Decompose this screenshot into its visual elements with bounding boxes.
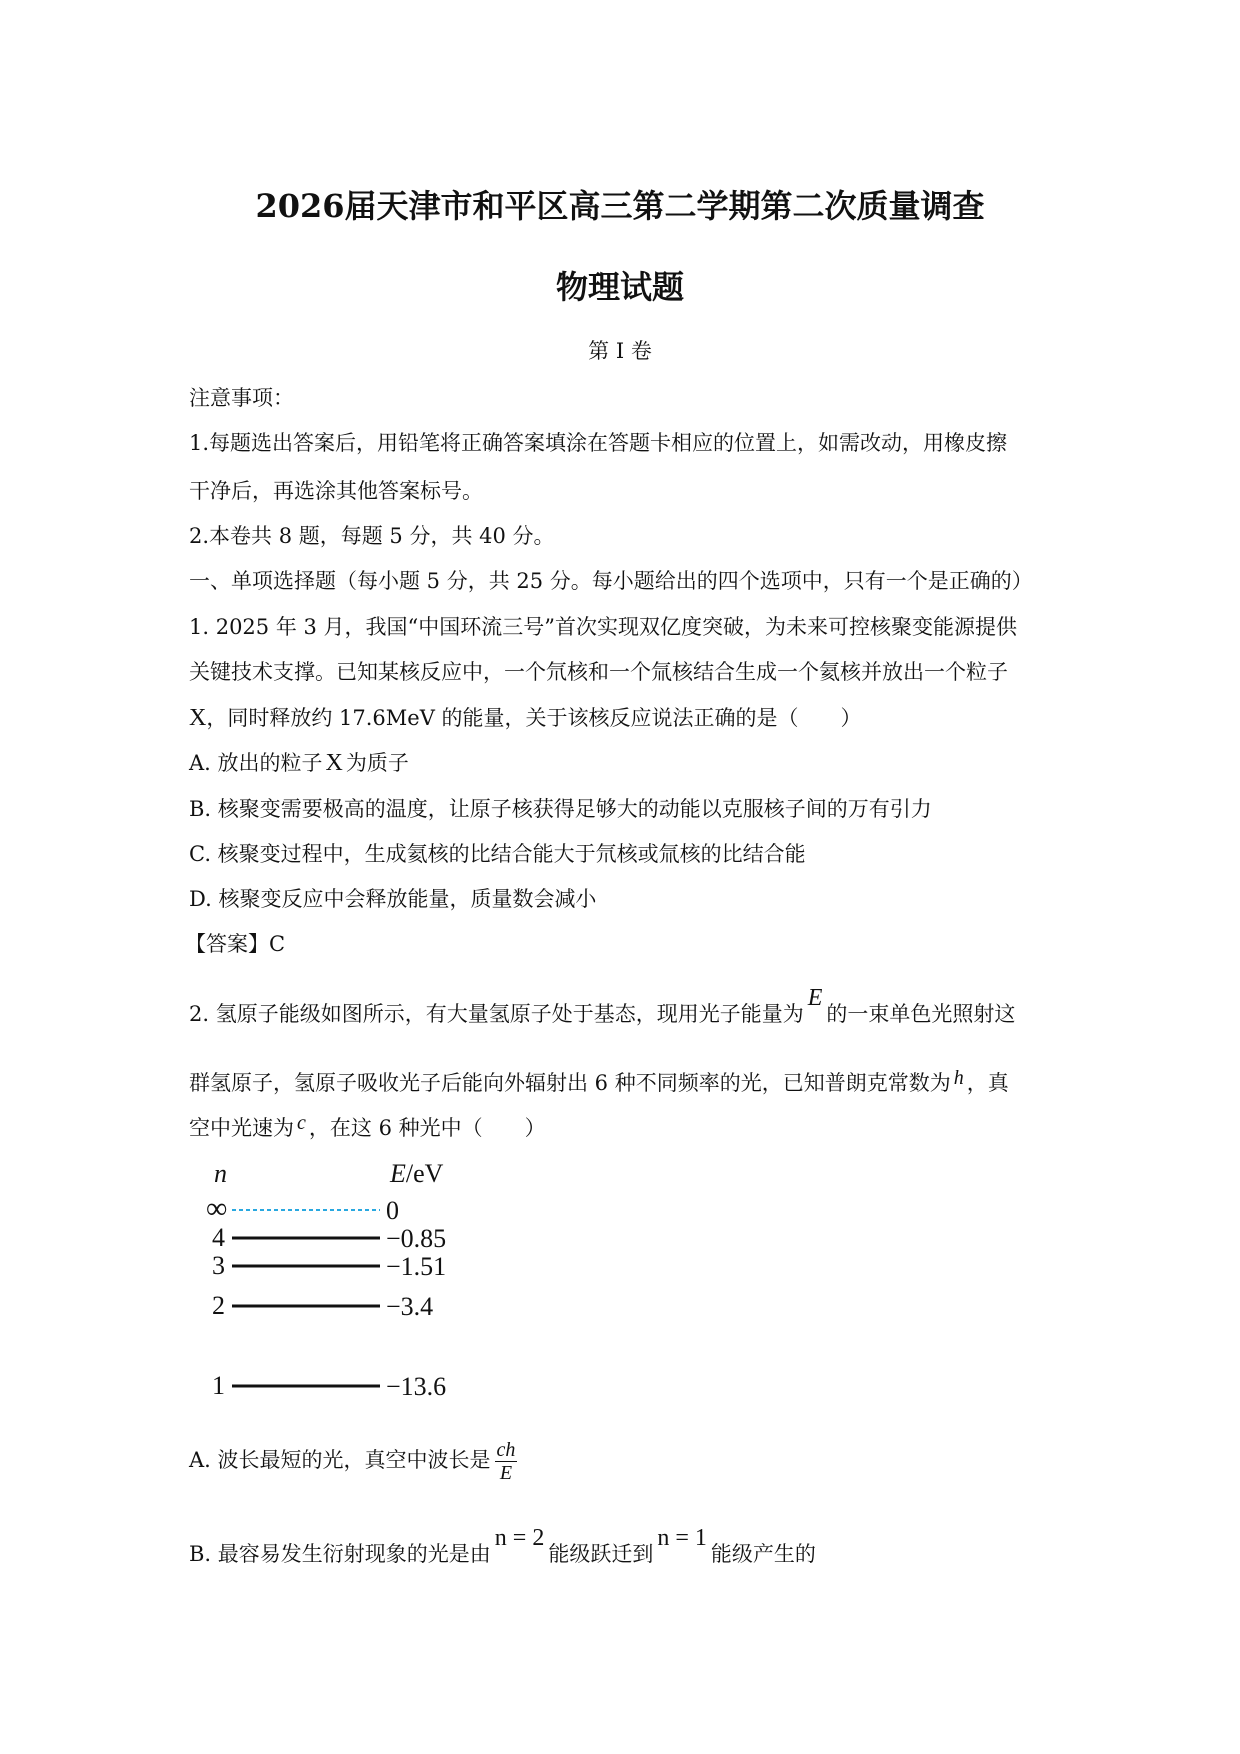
q1-line3 [189,704,862,732]
fraction-numerator: ch [496,1439,516,1461]
q2-line2-post: ，真 [966,1071,1009,1095]
level-energy-label: −3.4 [386,1292,434,1321]
q1-line3-text: ，同时释放约 17.6MeV 的能量，关于该核反应说法正确的是（ ） [206,706,862,730]
notes-heading: 注意事项： [189,386,294,410]
level-n-label: ∞ [206,1192,228,1225]
notes-item1-line2: 干净后，再选涂其他答案标号。 [189,479,483,503]
level-energy-label: 0 [386,1196,399,1225]
level-n-label: 3 [212,1251,225,1280]
level-energy-label: −0.85 [386,1224,447,1253]
q2-math-n1: n = 1 [657,1525,707,1551]
q1-line1: 1. 2025 年 3 月，我国“中国环流三号”首次实现双亿度突破，为未来可控核聚变能源提供 [189,615,1018,639]
q2-option-b-post: 能级产生的 [710,1542,816,1566]
q1-option-d: D. 核聚变反应中会释放能量，质量数会减小 [189,887,597,911]
notes-item1-line1: 1.每题选出答案后，用铅笔将正确答案填涂在答题卡相应的位置上，如需改动，用橡皮擦 [189,431,1008,455]
q1-answer: 【答案】C [185,932,286,956]
q2-var-c: c [297,1112,306,1134]
q2-option-b [189,1525,816,1568]
section1-heading: 一、单项选择题（每小题 5 分，共 25 分。每小题给出的四个选项中，只有一个是正确的） [189,569,1033,593]
q2-line3-post: ，在这 6 种光中（ ） [308,1116,546,1140]
level-n-label: 4 [212,1223,225,1252]
q2-line1 [189,985,1016,1028]
diagram-e-unit: /eV [405,1160,444,1188]
q1-option-c: C. 核聚变过程中，生成氦核的比结合能大于氘核或氚核的比结合能 [189,842,806,866]
q1-option-b: B. 核聚变需要极高的温度，让原子核获得足够大的动能以克服核子间的万有引力 [189,797,932,821]
q2-line2-pre: 群氢原子，氢原子吸收光子后能向外辐射出 6 种不同频率的光，已知普朗克常数为 [189,1071,951,1095]
q2-math-n2: n = 2 [494,1525,545,1551]
q2-var-e: E [807,985,823,1011]
q1-option-a-pre: A. 放出的粒子 [189,751,323,775]
q2-option-a-pre: A. 波长最短的光，真空中波长是 [189,1448,491,1472]
q2-line3-pre: 空中光速为 [189,1116,294,1140]
level-n-label: 1 [212,1371,225,1400]
q2-option-a [189,1439,517,1484]
q1-option-a-var: X [325,750,343,776]
part-label: 第 I 卷 [588,339,652,363]
page-subtitle: 物理试题 [555,268,684,306]
energy-levels [206,1192,446,1401]
q2-var-h: h [953,1067,964,1089]
q1-option-a [189,749,409,777]
diagram-e-label [389,1160,444,1188]
diagram-e-symbol: E [390,1160,406,1188]
energy-level-diagram [200,1160,500,1420]
fraction-ch-over-e [495,1439,518,1484]
level-energy-label: −1.51 [386,1252,447,1281]
q2-line3 [189,1114,546,1143]
fraction-denominator: E [499,1462,513,1484]
level-energy-label: −13.6 [386,1372,447,1401]
q2-line1-post: 的一束单色光照射这 [826,1002,1016,1026]
level-n-label: 2 [212,1291,225,1320]
q2-option-b-mid: 能级跃迁到 [548,1542,654,1566]
notes-item2: 2.本卷共 8 题，每题 5 分，共 40 分。 [189,524,555,548]
q1-var-x: X [189,705,207,731]
q2-option-b-pre: B. 最容易发生衍射现象的光是由 [189,1542,491,1566]
q2-line2 [189,1069,1009,1098]
q2-line1-pre: 2. 氢原子能级如图所示，有大量氢原子处于基态，现用光子能量为 [189,1002,804,1026]
diagram-n-label: n [214,1160,227,1188]
q1-option-a-post: 为质子 [345,751,409,775]
page-title: 2026届天津市和平区高三第二学期第二次质量调查 [255,187,985,225]
q1-line2: 关键技术支撑。已知某核反应中，一个氘核和一个氚核结合生成一个氦核并放出一个粒子 [189,660,1008,684]
